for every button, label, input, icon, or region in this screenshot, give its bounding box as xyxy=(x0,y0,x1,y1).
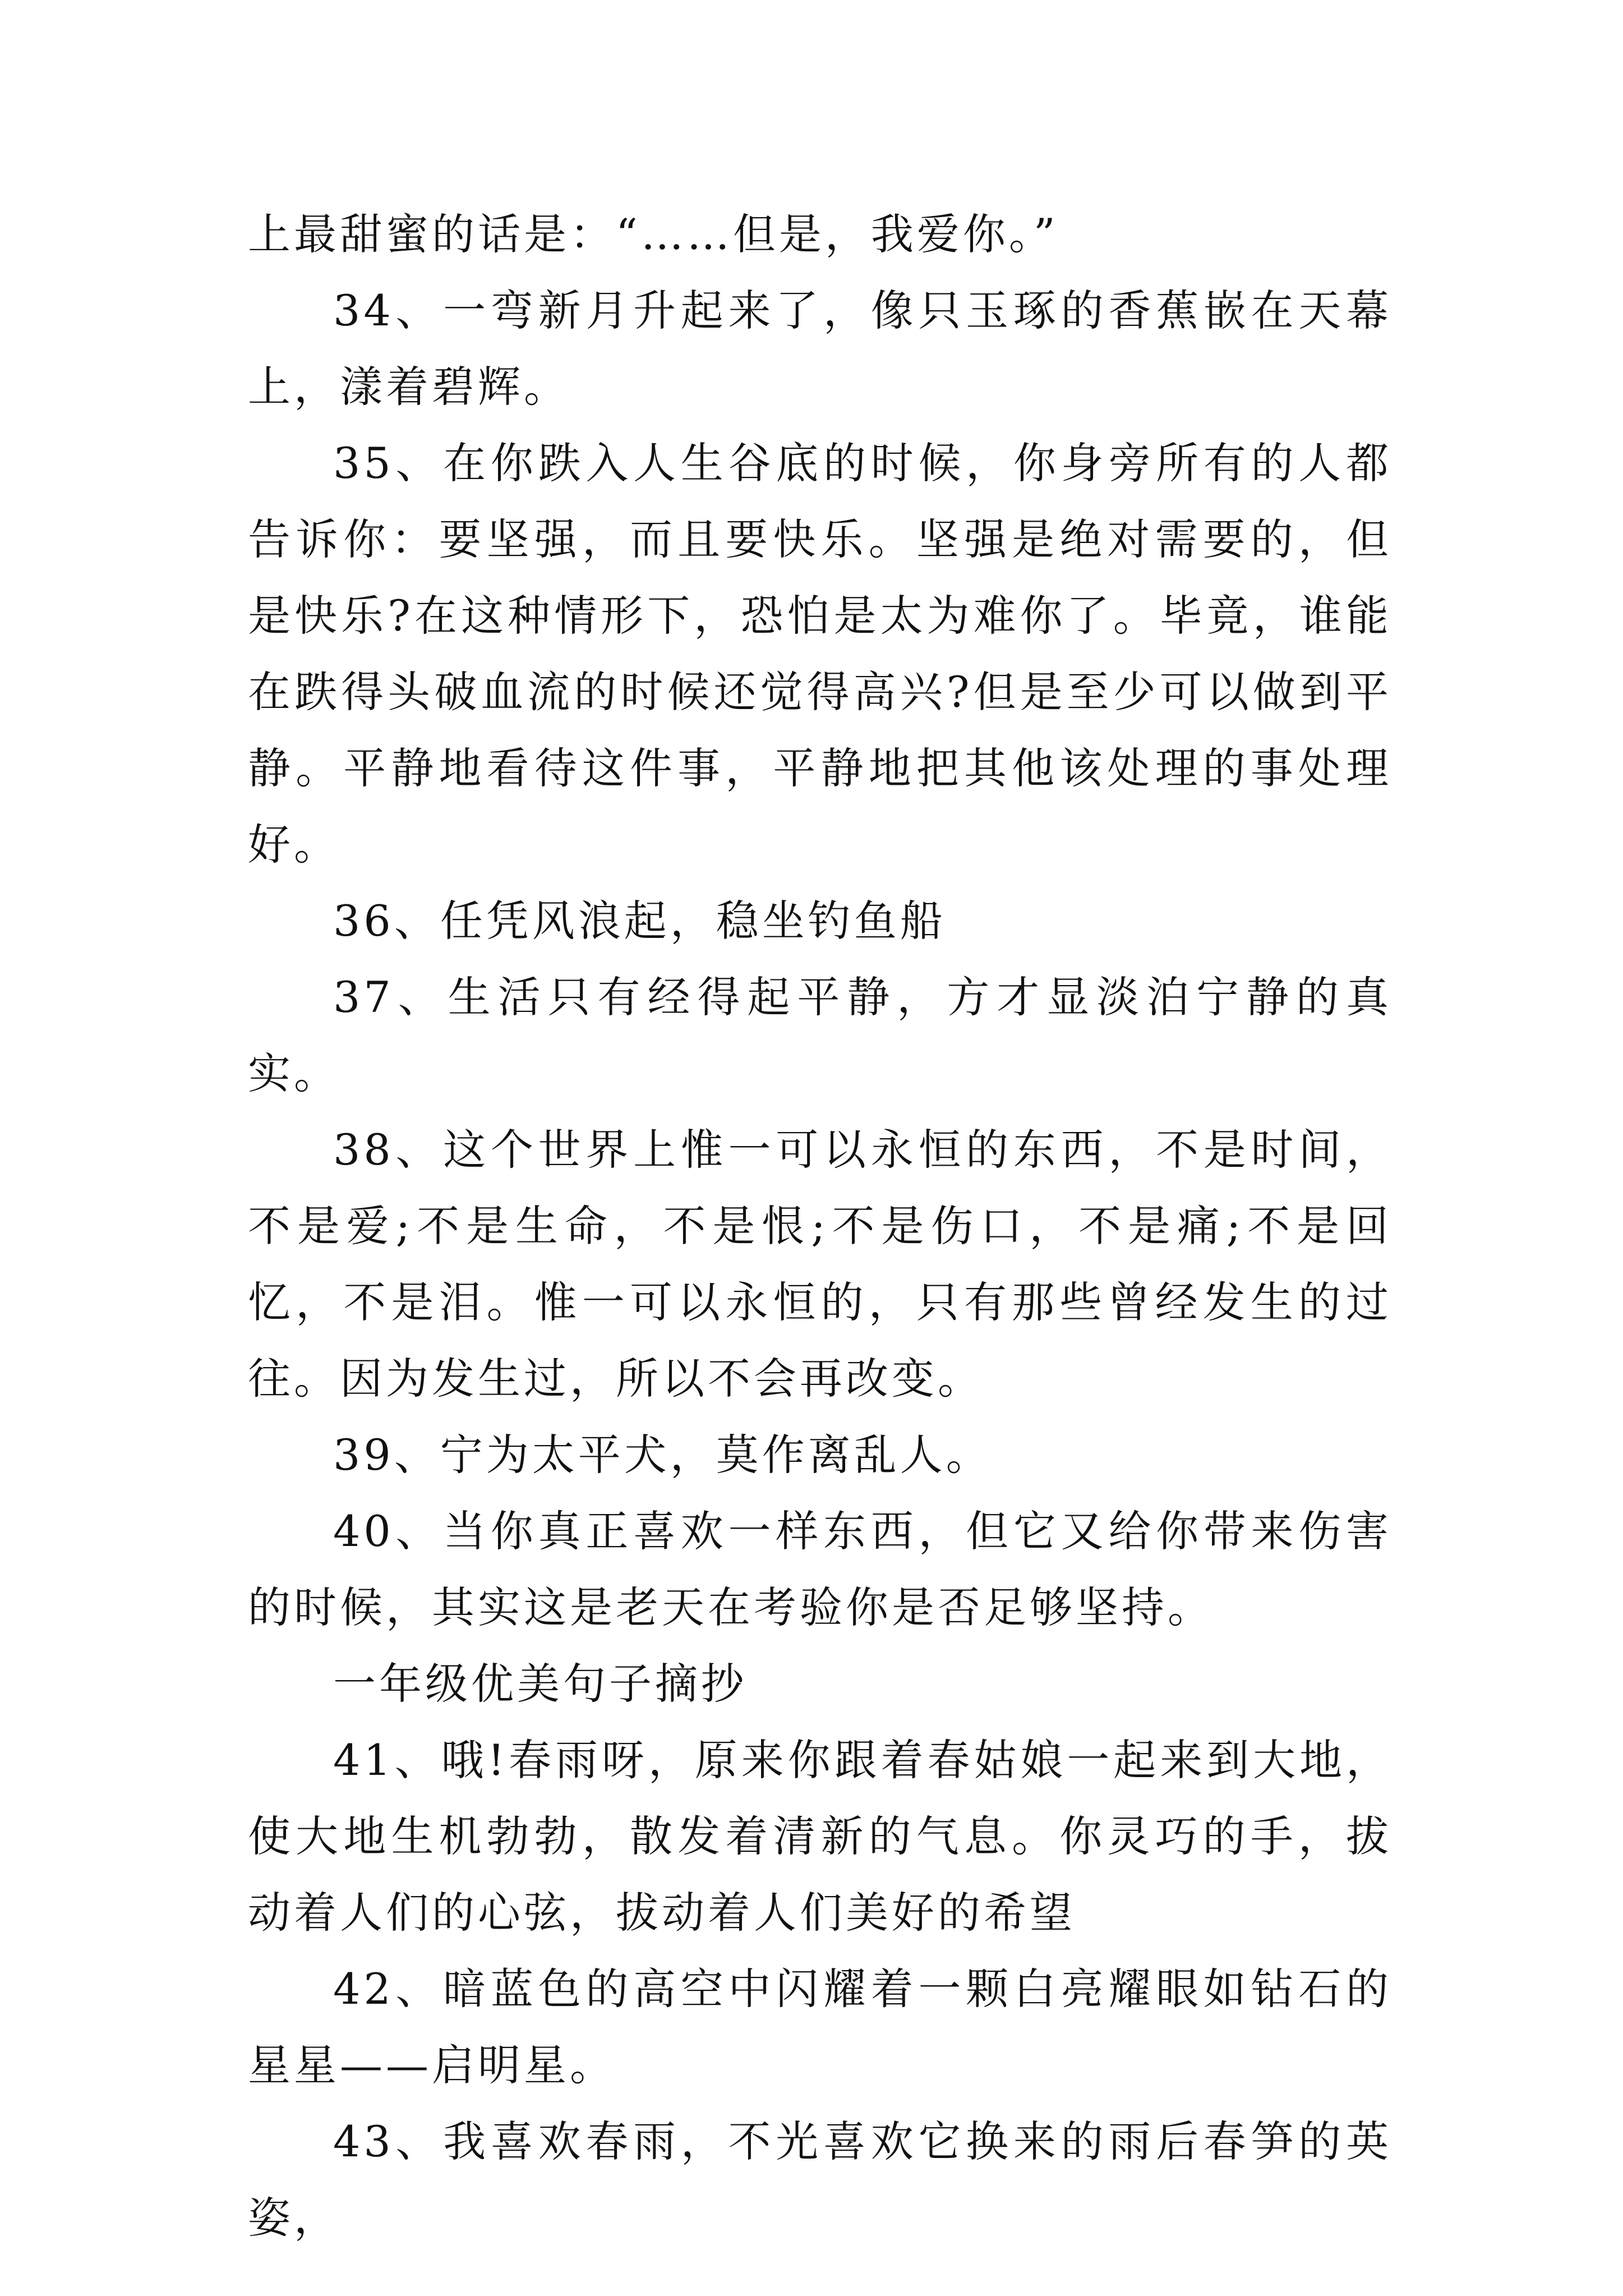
paragraph-37: 37、生活只有经得起平静，方才显淡泊宁静的真实。 xyxy=(248,972,1392,1098)
paragraph-43: 43、我喜欢春雨，不光喜欢它换来的雨后春笋的英姿， xyxy=(248,2116,1392,2243)
paragraph-38: 38、这个世界上惟一可以永恒的东西，不是时间，不是爱;不是生命，不是恨;不是伤口，不是痛;不是回忆，不是泪。惟一可以永恒的，只有那些曾经发生的过往。因为发生过，所以不会再改变。 xyxy=(248,1125,1392,1404)
section-heading: 一年级优美句子摘抄 xyxy=(333,1659,747,1709)
paragraph-39: 39、宁为太平犬，莫作离乱人。 xyxy=(333,1430,992,1480)
paragraph-34: 34、一弯新月升起来了，像只玉琢的香蕉嵌在天幕上，漾着碧辉。 xyxy=(248,286,1392,412)
paragraph-42: 42、暗蓝色的高空中闪耀着一颗白亮耀眼如钻石的星星——启明星。 xyxy=(248,1964,1392,2090)
paragraph-continuation: 上最甜蜜的话是：“……但是，我爱你。” xyxy=(248,209,1059,259)
document-body xyxy=(248,196,1392,2256)
paragraph-35: 35、在你跌入人生谷底的时候，你身旁所有的人都告诉你：要坚强，而且要快乐。坚强是绝对需要的，但是快乐?在这种情形下，恐怕是太为难你了。毕竟，谁能在跌得头破血流的时候还觉得高兴?但是至少可以做到平静。平静地看待这件事，平静地把其他该处理的事处理好。 xyxy=(248,438,1392,869)
paragraph-41: 41、哦!春雨呀，原来你跟着春姑娘一起来到大地，使大地生机勃勃，散发着清新的气息。你灵巧的手，拔动着人们的心弦，拔动着人们美好的希望 xyxy=(248,1735,1392,1938)
paragraph-36: 36、任凭风浪起，稳坐钓鱼船 xyxy=(333,896,946,946)
paragraph-40: 40、当你真正喜欢一样东西，但它又给你带来伤害的时候，其实这是老天在考验你是否足够坚持。 xyxy=(248,1506,1392,1632)
